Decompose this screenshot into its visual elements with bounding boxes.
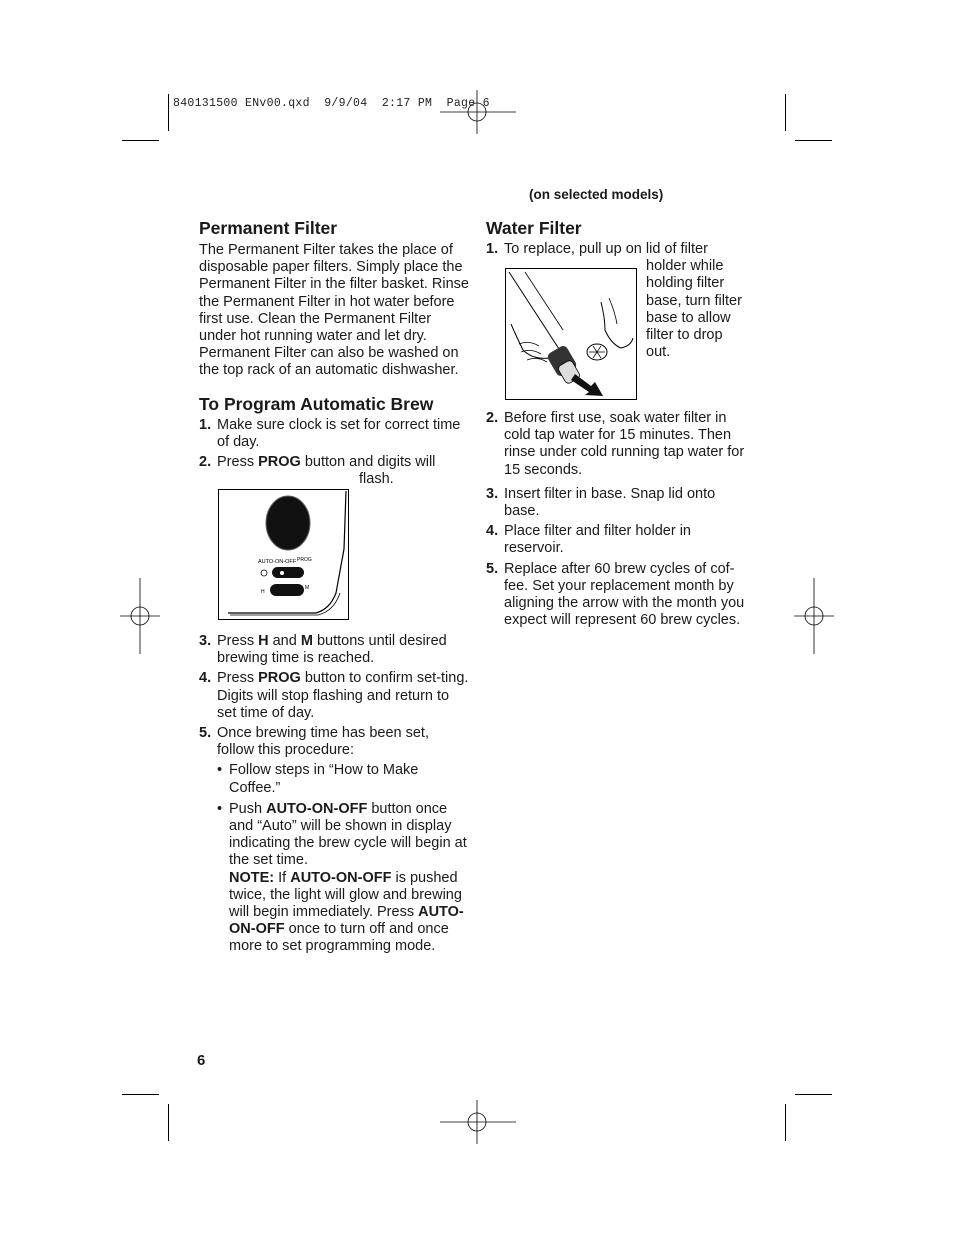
program-step-5: 5. Once brewing time has been set, follow this procedure: • Follow steps in “How to Make Coffee.” • Push AUTO-ON-OFF button once and “Auto” will be shown in display indicating the brew cycle will begin at the set time. NOTE: If AUTO-ON-OFF is pushed twice, the light will glow and brewing will begin immediately. Press AUTO-ON-OFF once to turn off and once more to set programming mode. — [199, 725, 469, 956]
panel-label-auto-on-off: AUTO-ON-OFF — [258, 559, 297, 565]
crop-mark — [122, 140, 159, 141]
registration-mark-right — [794, 578, 834, 654]
right-column-lower — [486, 410, 752, 629]
crop-mark — [168, 94, 169, 131]
registration-mark-bottom — [440, 1100, 516, 1146]
program-step-2: 2. Press PROG button and digits will flash. — [199, 454, 436, 488]
procedure-bullet-1: • Follow steps in “How to Make Coffee.” — [217, 762, 419, 796]
panel-label-h: H — [261, 589, 265, 595]
crop-mark — [168, 1104, 169, 1141]
page-number: 6 — [197, 1052, 206, 1069]
permanent-filter-body: The Permanent Filter takes the place of disposable paper filters. Simply place the Permanent Filter in the filter basket. Rinse the Permanent Filter in hot water before first use. Clean the Permanent Filter under hot running water and let dry. Permanent Filter can also be washed on the top rack of an automatic dishwasher. — [199, 242, 469, 379]
water-filter-step-4: 4. Place filter and filter holder in reservoir. — [486, 523, 691, 557]
program-heading: To Program Automatic Brew — [199, 393, 434, 414]
program-steps-bottom — [199, 633, 469, 956]
water-filter-step-5: 5. Replace after 60 brew cycles of cof-fee. Set your replacement month by aligning the arrow with the month you expect will represent 60 brew cycles. — [486, 560, 745, 629]
left-column-lower — [199, 633, 469, 956]
water-filter-step-1: 1. To replace, pull up on lid of filter holder while holding filter base, turn filter base to allow filter to drop out. — [486, 241, 742, 361]
crop-mark — [785, 94, 786, 131]
procedure-bullets — [217, 762, 469, 955]
auto-on-off-button — [272, 567, 304, 578]
crop-mark — [795, 1094, 832, 1095]
water-filter-step-2: 2. Before first use, soak water filter in cold tap water for 15 minutes. Then rinse under cold running tap water for 15 seconds. — [486, 410, 745, 478]
program-steps-top — [199, 417, 469, 489]
permanent-filter-heading: Permanent Filter — [199, 218, 338, 238]
registration-mark-left — [120, 578, 160, 654]
crop-mark — [122, 1094, 159, 1095]
water-filter-step-3: 3. Insert filter in base. Snap lid onto base. — [486, 485, 716, 520]
models-note: (on selected models) — [529, 187, 664, 202]
crop-mark — [795, 140, 832, 141]
water-filter-illustration — [505, 268, 638, 401]
water-filter-steps-bottom — [486, 410, 752, 629]
program-step-3: 3. Press H and M buttons until desired brewing time is reached. — [199, 633, 447, 667]
panel-label-m: M — [305, 585, 310, 591]
program-step-4: 4. Press PROG button to confirm set-ting. Digits will stop flashing and return to set time of day. — [199, 670, 469, 721]
control-panel-illustration — [218, 489, 350, 621]
panel-label-prog: PROG — [297, 557, 312, 563]
water-filter-heading: Water Filter — [486, 218, 582, 238]
procedure-bullet-2: • Push AUTO-ON-OFF button once and “Auto” will be shown in display indicating the brew cycle will begin at the set time. NOTE: If AUTO-ON-OFF is pushed twice, the light will glow and brewing will begin immediately. Press AUTO-ON-OFF once to turn off and once more to set programming mode. — [217, 800, 467, 955]
program-step-1: 1. Make sure clock is set for correct time of day. — [199, 416, 461, 450]
hour-minute-button — [270, 584, 304, 596]
left-column — [199, 217, 469, 488]
print-slug: 840131500 ENv00.qxd 9/9/04 2:17 PM Page 6 — [173, 97, 490, 110]
crop-mark — [785, 1104, 786, 1141]
